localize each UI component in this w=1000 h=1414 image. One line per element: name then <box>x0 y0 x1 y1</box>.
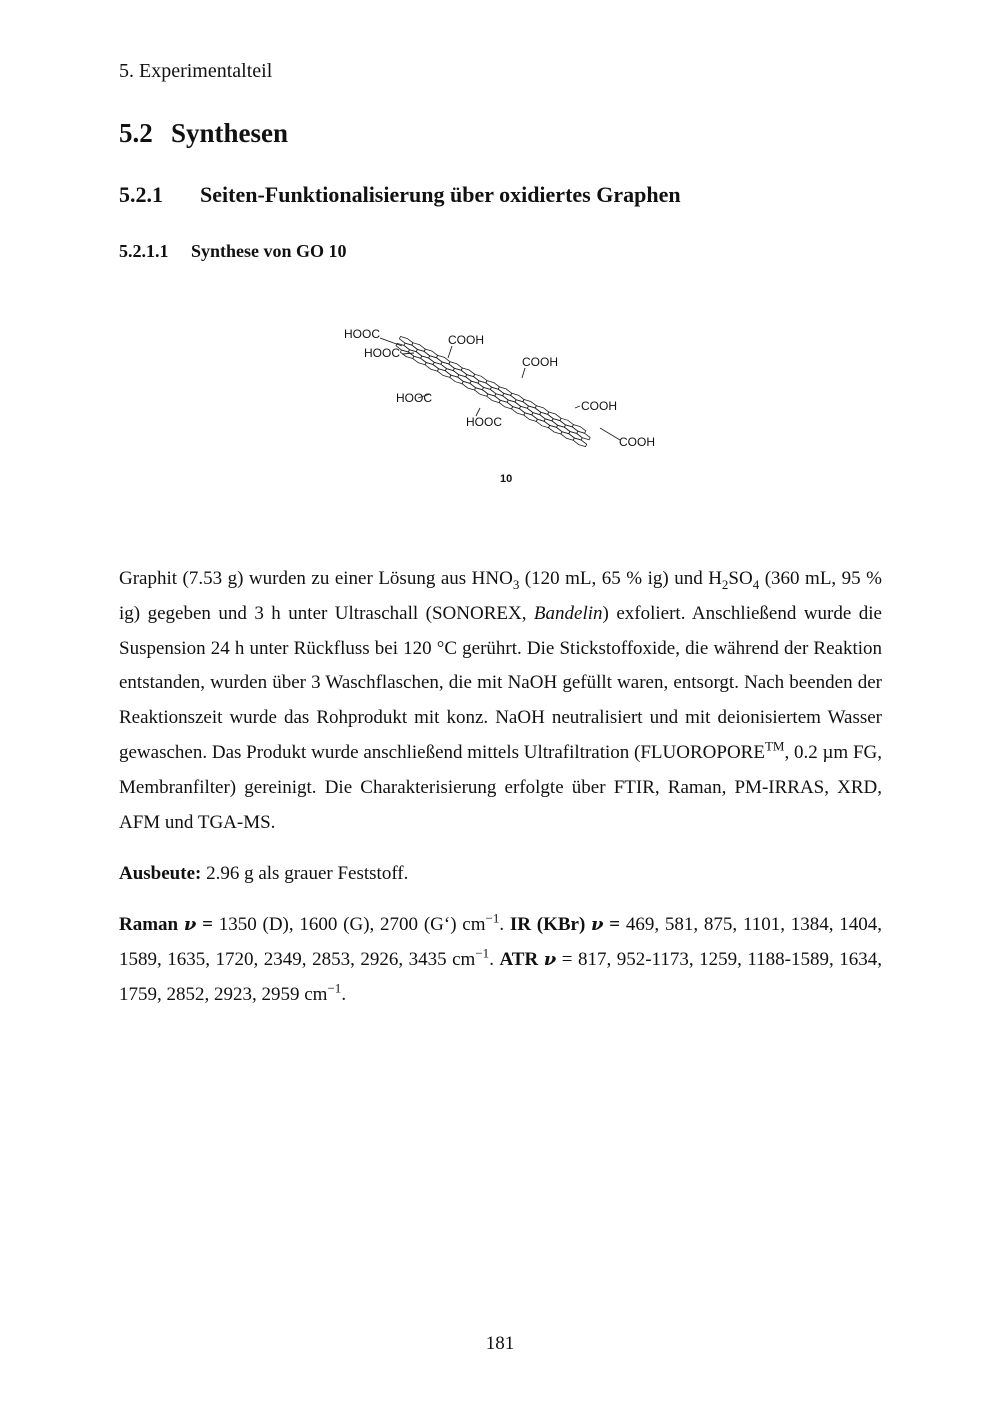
hexagon-ring <box>573 438 587 447</box>
atr-values: 817, 952-1173, 1259, 1188-1589, 1634, 1759, 2852, 2923, 2959 cm <box>119 948 883 1005</box>
section-title: Synthesen <box>171 118 289 148</box>
raman-values: 1350 (D), 1600 (G), 2700 (G‘) cm <box>218 914 486 935</box>
subsection-title: Seiten-Funktionalisierung über oxidiertes Graphen <box>200 182 681 207</box>
procedure-text-6: , 0.2 µm FG, Membranfilter) gereinigt. Die Charakterisierung erfolgte über FTIR, Raman, PM-IRRAS, XRD, AFM und TGA-MS. <box>119 741 882 833</box>
cooh-label-4: COOH <box>619 435 655 449</box>
equals-sign: = <box>196 914 219 935</box>
subsection-number: 5.2.1 <box>119 182 163 207</box>
procedure-paragraph <box>119 562 882 840</box>
hooc-label-1: HOOC <box>344 327 380 341</box>
ir-values: 469, 581, 875, 1101, 1384, 1404, 1589, 1635, 1720, 2349, 2853, 2926, 3435 cm <box>119 914 883 970</box>
hexagon-ring <box>408 350 422 359</box>
yield-label: Ausbeute: <box>119 863 202 884</box>
running-header: 5. Experimentalteil <box>119 60 273 82</box>
nu-symbol: ν <box>591 914 604 935</box>
procedure-text-4: (360 mL, 95 % ig) gegeben und 3 h unter Ultraschall (SONOREX, <box>119 568 882 624</box>
separator: . <box>489 948 500 970</box>
cooh-label-1: COOH <box>448 333 484 347</box>
cooh-label-2: COOH <box>522 355 558 369</box>
procedure-text-5: ) exfoliert. Anschließend wurde die Suspension 24 h unter Rückfluss bei 120 °C gerührt. Die Stickstoffoxide, die während der Reaktion entstanden, wurden über 3 Waschflaschen, die mit NaOH gefüllt waren, entsorgt. Nach beenden der Reaktionszeit wurde das Rohprodukt mit konz. NaOH neutralisiert und mit deionisiertem Wasser gewaschen. Das Produkt wurde anschließend mittels Ultrafiltration (FLUOROPORE <box>119 602 882 763</box>
unit-exponent: −1 <box>485 910 500 926</box>
equals-sign: = <box>556 948 578 970</box>
subscript-3: 3 <box>512 576 520 592</box>
final-period: . <box>341 983 347 1005</box>
spectra-paragraph <box>119 908 882 1012</box>
unit-exponent: −1 <box>475 945 490 961</box>
equals-sign: = <box>603 914 626 935</box>
manufacturer-name: Bandelin <box>533 602 603 624</box>
procedure-text-2: (120 mL, 65 % ig) und H <box>519 568 722 589</box>
trademark-superscript: TM <box>764 738 785 754</box>
nu-symbol: ν <box>183 914 197 935</box>
hooc-label-3: HOOC <box>396 391 432 405</box>
procedure-text-1: Graphit (7.53 g) wurden zu einer Lösung aus HNO <box>119 568 513 589</box>
subsubsection-title: Synthese von GO 10 <box>191 241 347 261</box>
subsection-heading <box>119 182 681 208</box>
nu-symbol: ν <box>543 948 557 970</box>
section-number: 5.2 <box>119 118 153 148</box>
hooc-label-2: HOOC <box>364 346 400 360</box>
atr-label: ATR <box>499 948 544 970</box>
compound-number: 10 <box>500 473 513 485</box>
yield-paragraph <box>119 857 882 892</box>
ir-label: IR (KBr) <box>509 914 592 935</box>
subsubsection-number: 5.2.1.1 <box>119 241 169 261</box>
subsubsection-heading <box>119 241 347 262</box>
cooh-label-3: COOH <box>581 399 617 413</box>
page-number: 181 <box>485 1333 515 1354</box>
separator: . <box>499 914 510 935</box>
unit-exponent: −1 <box>327 980 342 996</box>
subscript-2: 2 <box>721 576 729 592</box>
hexagon-ring <box>486 381 500 390</box>
procedure-text-3: SO <box>728 568 753 589</box>
section-heading <box>119 118 288 149</box>
subscript-4: 4 <box>752 576 760 592</box>
hooc-label-4: HOOC <box>466 415 502 429</box>
graphene-oxide-structure-figure <box>330 318 670 493</box>
yield-text: 2.96 g als grauer Feststoff. <box>201 863 409 884</box>
graphene-oxide-structure-drawing <box>330 318 670 493</box>
raman-label: Raman <box>119 914 184 935</box>
